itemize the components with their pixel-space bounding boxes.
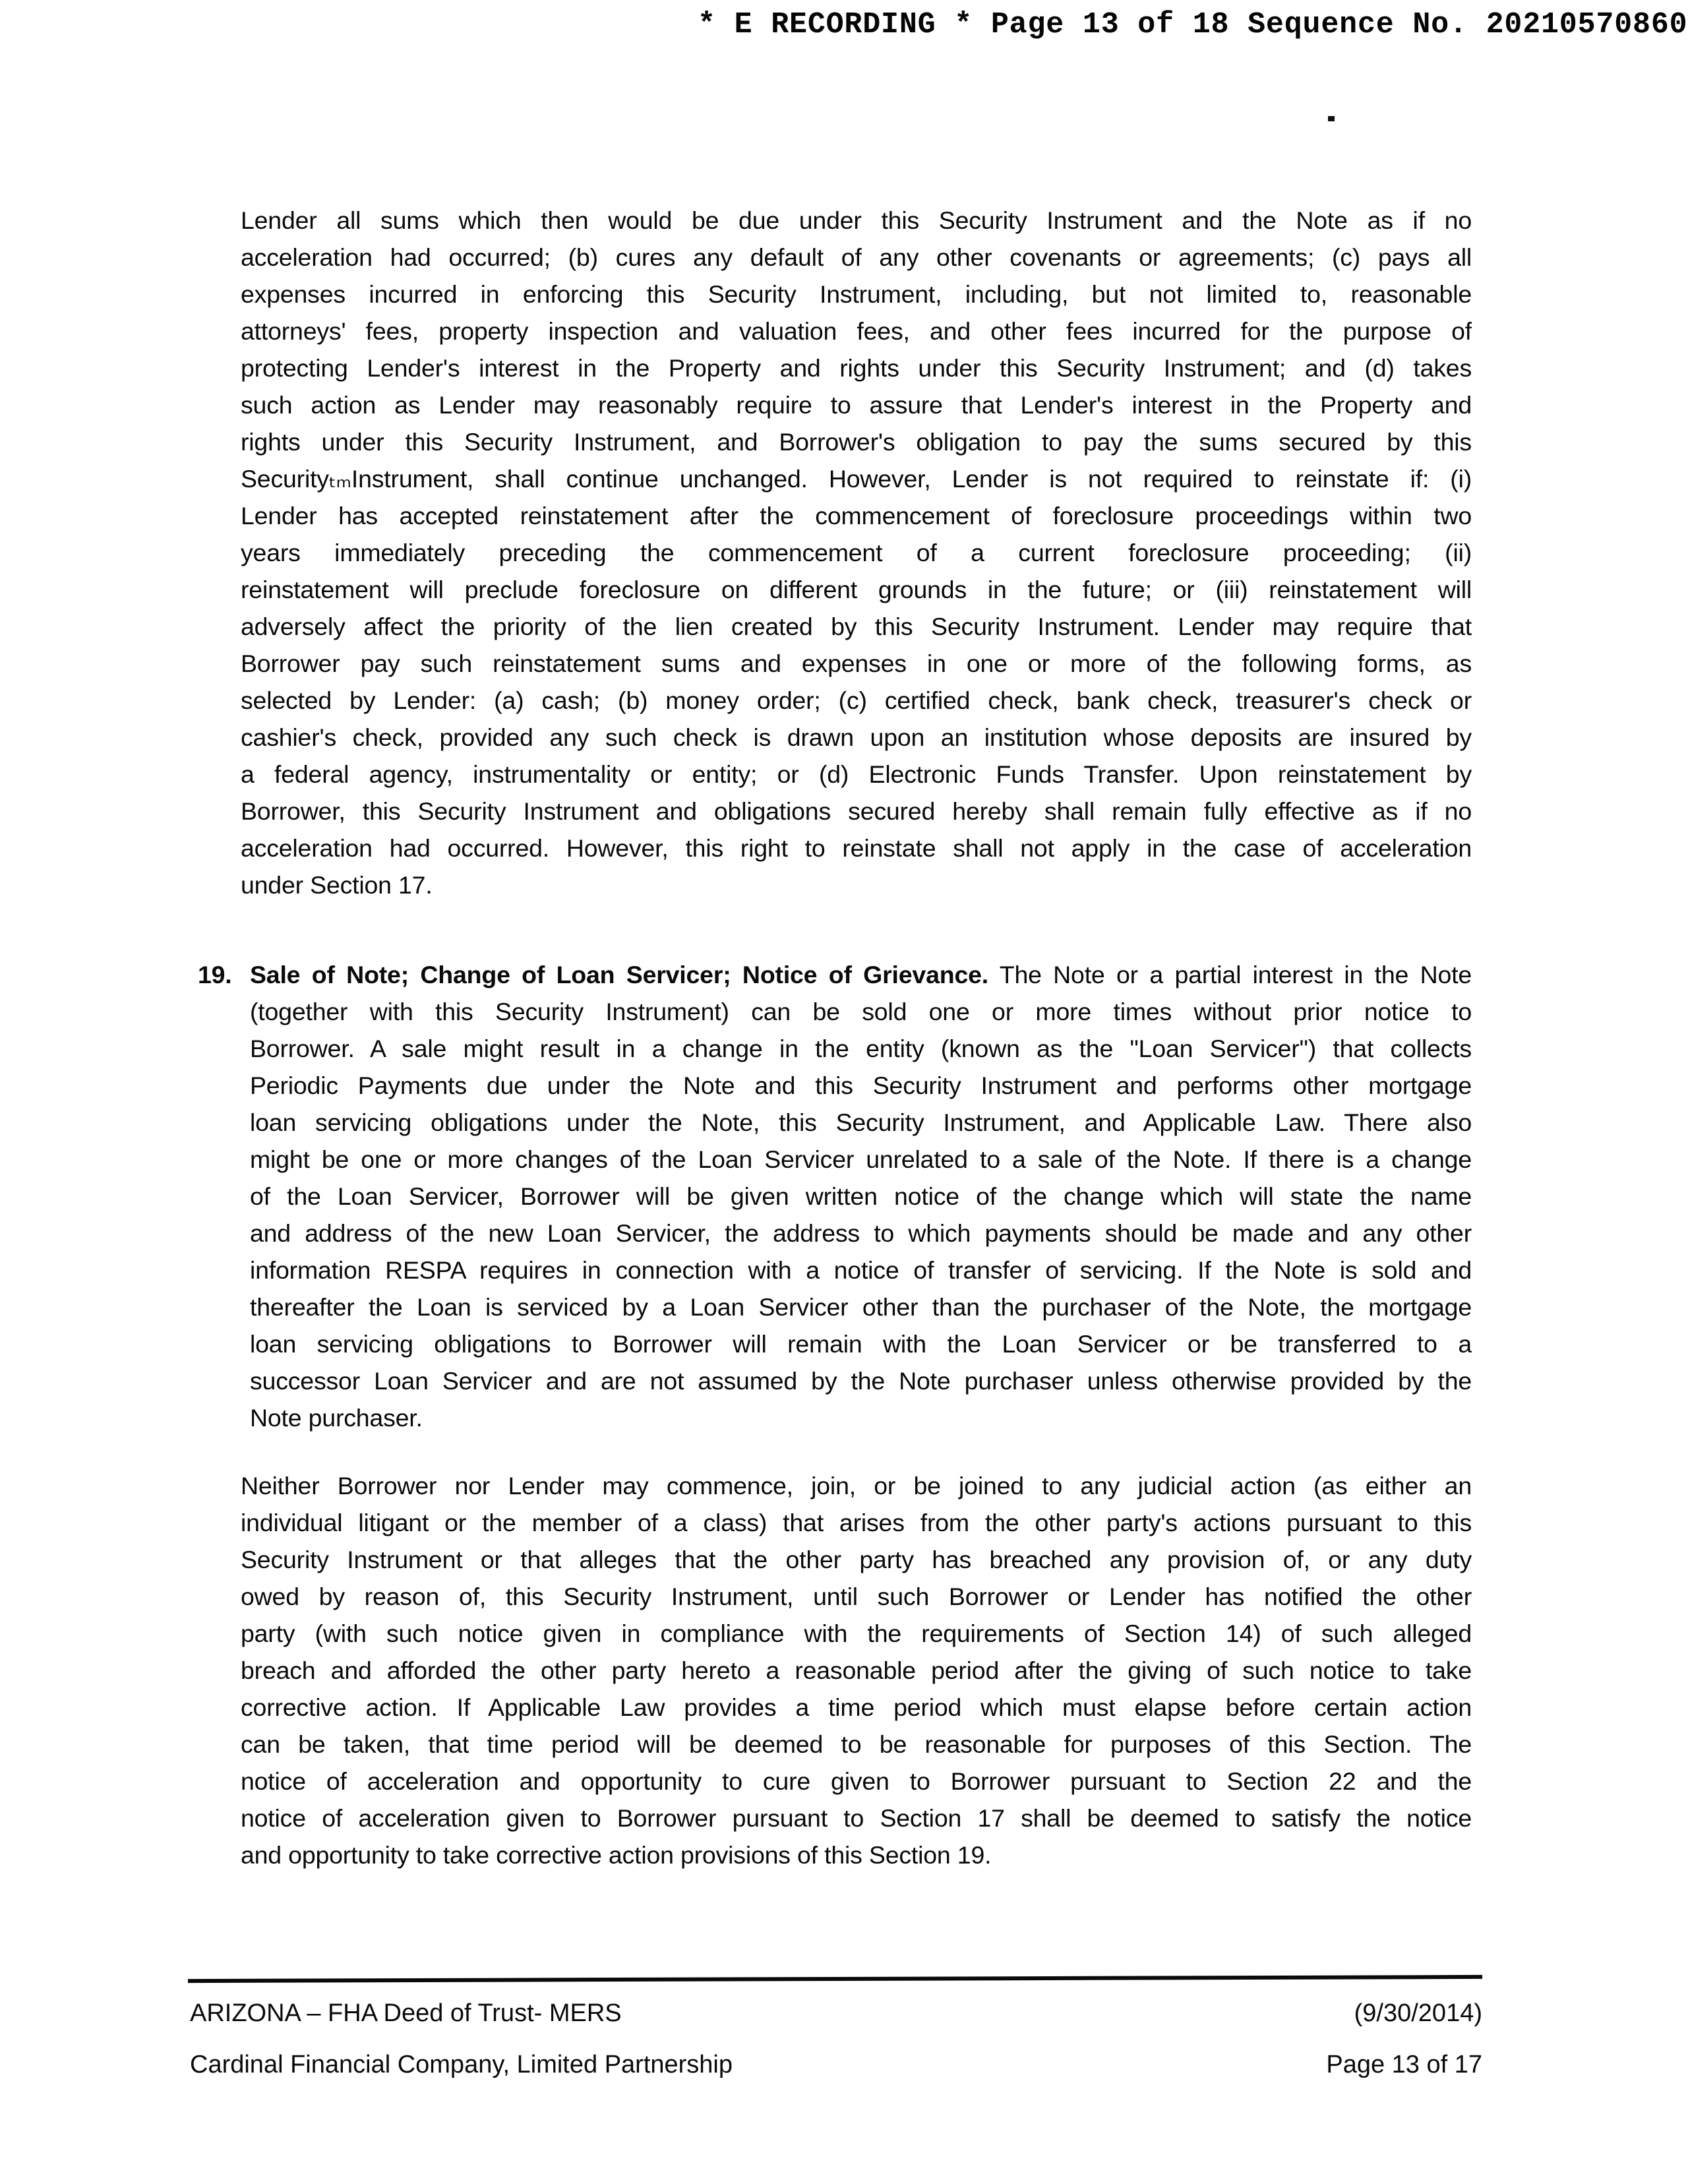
- text-line: notice of acceleration and opportunity to cure given to Borrower pursuant to Section 22 and the: [241, 1767, 1472, 1795]
- text-line: (together with this Security Instrument) can be sold one or more times without prior notice to: [250, 998, 1472, 1025]
- e-recording-header: * E RECORDING * Page 13 of 18 Sequence No. 20210570860: [698, 8, 1688, 42]
- text-line: cashier's check, provided any such check is drawn upon an institution whose deposits are insured by: [241, 723, 1472, 751]
- section-number: 19.: [198, 961, 232, 988]
- text-line: loan servicing obligations to Borrower will remain with the Loan Servicer or be transferred to a: [250, 1330, 1472, 1358]
- text-line: party (with such notice given in compliance with the requirements of Section 14) of such alleged: [241, 1620, 1472, 1647]
- section-19-text: [250, 993, 1472, 1436]
- text-line: Securityₜₘ​Instrument, shall continue unchanged. However, Lender is not required to reinstate if: (i): [241, 465, 1472, 493]
- footer-row-2: [190, 2039, 1482, 2090]
- text-line: might be one or more changes of the Loan Servicer unrelated to a sale of the Note. If there is a change: [250, 1145, 1472, 1173]
- text-line: loan servicing obligations under the Note, this Security Instrument, and Applicable Law. There also: [250, 1108, 1472, 1136]
- footer-row-1: [190, 1987, 1482, 2039]
- form-name-text: ARIZONA – FHA Deed of Trust- MERS: [190, 1999, 622, 2027]
- text-line: of the Loan Servicer, Borrower will be given written notice of the change which will state the name: [250, 1182, 1472, 1210]
- text-line: rights under this Security Instrument, and Borrower's obligation to pay the sums secured by this: [241, 428, 1472, 456]
- footer-divider: [188, 1975, 1482, 1983]
- text-line: corrective action. If Applicable Law provides a time period which must elapse before certain action: [241, 1693, 1472, 1721]
- scan-artifact-dot: [1328, 116, 1335, 121]
- text-line: and address of the new Loan Servicer, the address to which payments should be made and any other: [250, 1219, 1472, 1247]
- document-body: [198, 202, 1472, 1873]
- text-line: acceleration had occurred. However, this right to reinstate shall not apply in the case of acceleration: [241, 834, 1472, 862]
- text-line: attorneys' fees, property inspection and valuation fees, and other fees incurred for the purpose of: [241, 317, 1472, 345]
- section-heading-line: [250, 956, 1472, 993]
- company-name-text: Cardinal Financial Company, Limited Partnership: [190, 2051, 733, 2078]
- text-line: adversely affect the priority of the lien created by this Security Instrument. Lender may require that: [241, 613, 1472, 640]
- text-line: Lender has accepted reinstatement after the commencement of foreclosure proceedings within two: [241, 502, 1472, 530]
- text-line: a federal agency, instrumentality or entity; or (d) Electronic Funds Transfer. Upon reinstatement by: [241, 760, 1472, 788]
- text-line: breach and afforded the other party hereto a reasonable period after the giving of such notice to take: [241, 1656, 1472, 1684]
- text-line: Note purchaser.: [250, 1404, 423, 1432]
- text-line: individual litigant or the member of a class) that arises from the other party's actions pursuant to this: [241, 1509, 1472, 1536]
- text-line: information RESPA requires in connection with a notice of transfer of servicing. If the Note is sold and: [250, 1256, 1472, 1284]
- text-line: Borrower. A sale might result in a change in the entity (known as the "Loan Servicer") that collects: [250, 1035, 1472, 1062]
- text-line: thereafter the Loan is serviced by a Loan Servicer other than the purchaser of the Note, the mortgage: [250, 1293, 1472, 1321]
- form-date-text: (9/30/2014): [1354, 1999, 1482, 2027]
- section-19: [198, 956, 1472, 1436]
- text-line: under Section 17.: [241, 871, 433, 899]
- text-line: protecting Lender's interest in the Property and rights under this Security Instrument; and (d) takes: [241, 354, 1472, 382]
- page-footer: [190, 1987, 1482, 2090]
- text-line: notice of acceleration given to Borrower pursuant to Section 17 shall be deemed to satisfy the notice: [241, 1804, 1472, 1832]
- text-line: Periodic Payments due under the Note and this Security Instrument and performs other mortgage: [250, 1072, 1472, 1099]
- section-heading-continuation: The Note or a partial interest in the Note: [988, 961, 1472, 988]
- page-number-text: Page 13 of 17: [1326, 2051, 1482, 2078]
- text-line: such action as Lender may reasonably require to assure that Lender's interest in the Property and: [241, 391, 1472, 419]
- text-line: owed by reason of, this Security Instrument, until such Borrower or Lender has notified the other: [241, 1583, 1472, 1610]
- text-line: selected by Lender: (a) cash; (b) money order; (c) certified check, bank check, treasurer's check or: [241, 686, 1472, 714]
- text-line: Borrower pay such reinstatement sums and expenses in one or more of the following forms, as: [241, 650, 1472, 677]
- text-line: Neither Borrower nor Lender may commence, join, or be joined to any judicial action (as either an: [241, 1472, 1472, 1500]
- text-line: expenses incurred in enforcing this Security Instrument, including, but not limited to, reasonable: [241, 280, 1472, 308]
- section-heading: Sale of Note; Change of Loan Servicer; Notice of Grievance.: [250, 961, 988, 988]
- paragraph-reinstatement: [241, 202, 1472, 903]
- text-line: Security Instrument or that alleges that the other party has breached any provision of, or any duty: [241, 1546, 1472, 1573]
- text-line: Borrower, this Security Instrument and obligations secured hereby shall remain fully effective as if no: [241, 797, 1472, 825]
- text-line: can be taken, that time period will be deemed to be reasonable for purposes of this Section. The: [241, 1730, 1472, 1758]
- text-line: years immediately preceding the commencement of a current foreclosure proceeding; (ii): [241, 539, 1472, 566]
- paragraph-grievance: [241, 1467, 1472, 1873]
- text-line: and opportunity to take corrective action provisions of this Section 19.: [241, 1841, 992, 1869]
- text-line: acceleration had occurred; (b) cures any default of any other covenants or agreements; (c) pays all: [241, 243, 1472, 271]
- text-line: successor Loan Servicer and are not assumed by the Note purchaser unless otherwise provided by the: [250, 1367, 1472, 1395]
- text-line: reinstatement will preclude foreclosure on different grounds in the future; or (iii) reinstatement will: [241, 576, 1472, 603]
- text-line: Lender all sums which then would be due under this Security Instrument and the Note as if no: [241, 206, 1472, 234]
